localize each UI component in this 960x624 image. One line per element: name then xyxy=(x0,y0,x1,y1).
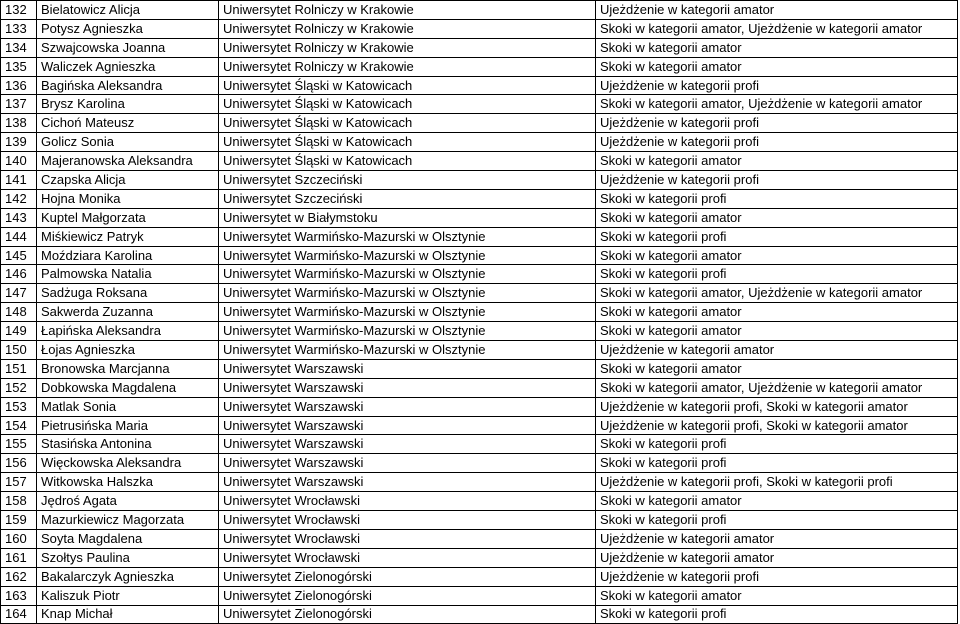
table-row xyxy=(1,416,958,435)
table-row xyxy=(1,511,958,530)
participant-name-cell: Potysz Agnieszka xyxy=(37,19,219,38)
university-cell: Uniwersytet Szczeciński xyxy=(219,189,596,208)
row-number-cell: 142 xyxy=(1,189,37,208)
participant-name-cell: Sakwerda Zuzanna xyxy=(37,303,219,322)
participant-name-cell: Brysz Karolina xyxy=(37,95,219,114)
categories-cell: Skoki w kategorii profi xyxy=(596,511,958,530)
row-number-cell: 162 xyxy=(1,567,37,586)
table-row xyxy=(1,19,958,38)
table-row xyxy=(1,38,958,57)
table-row xyxy=(1,435,958,454)
table-row xyxy=(1,492,958,511)
row-number-cell: 152 xyxy=(1,378,37,397)
university-cell: Uniwersytet Zielonogórski xyxy=(219,586,596,605)
table-row xyxy=(1,95,958,114)
university-cell: Uniwersytet Wrocławski xyxy=(219,492,596,511)
university-cell: Uniwersytet Warmińsko-Mazurski w Olsztynie xyxy=(219,322,596,341)
university-cell: Uniwersytet Rolniczy w Krakowie xyxy=(219,57,596,76)
table-row xyxy=(1,303,958,322)
row-number-cell: 137 xyxy=(1,95,37,114)
participant-name-cell: Sadżuga Roksana xyxy=(37,284,219,303)
table-row xyxy=(1,284,958,303)
categories-cell: Ujeżdżenie w kategorii profi xyxy=(596,171,958,190)
categories-cell: Skoki w kategorii amator xyxy=(596,359,958,378)
categories-cell: Skoki w kategorii profi xyxy=(596,265,958,284)
table-row xyxy=(1,1,958,20)
participant-name-cell: Dobkowska Magdalena xyxy=(37,378,219,397)
table-row xyxy=(1,133,958,152)
categories-cell: Skoki w kategorii amator xyxy=(596,246,958,265)
university-cell: Uniwersytet Warmińsko-Mazurski w Olsztynie xyxy=(219,227,596,246)
participant-name-cell: Bakalarczyk Agnieszka xyxy=(37,567,219,586)
categories-cell: Ujeżdżenie w kategorii amator xyxy=(596,548,958,567)
university-cell: Uniwersytet Warszawski xyxy=(219,416,596,435)
categories-cell: Skoki w kategorii profi xyxy=(596,227,958,246)
participant-name-cell: Kuptel Małgorzata xyxy=(37,208,219,227)
row-number-cell: 141 xyxy=(1,171,37,190)
categories-cell: Skoki w kategorii amator, Ujeżdżenie w kategorii amator xyxy=(596,378,958,397)
university-cell: Uniwersytet Warmińsko-Mazurski w Olsztynie xyxy=(219,284,596,303)
university-cell: Uniwersytet Śląski w Katowicach xyxy=(219,133,596,152)
participant-name-cell: Knap Michał xyxy=(37,605,219,624)
university-cell: Uniwersytet Śląski w Katowicach xyxy=(219,114,596,133)
university-cell: Uniwersytet Szczeciński xyxy=(219,171,596,190)
university-cell: Uniwersytet Warmińsko-Mazurski w Olsztynie xyxy=(219,341,596,360)
table-row xyxy=(1,208,958,227)
university-cell: Uniwersytet Warszawski xyxy=(219,454,596,473)
categories-cell: Skoki w kategorii amator, Ujeżdżenie w kategorii amator xyxy=(596,19,958,38)
university-cell: Uniwersytet Warszawski xyxy=(219,378,596,397)
table-row xyxy=(1,246,958,265)
participant-name-cell: Matlak Sonia xyxy=(37,397,219,416)
table-row xyxy=(1,454,958,473)
university-cell: Uniwersytet Warszawski xyxy=(219,397,596,416)
participant-name-cell: Hojna Monika xyxy=(37,189,219,208)
table-row xyxy=(1,586,958,605)
university-cell: Uniwersytet Warszawski xyxy=(219,359,596,378)
categories-cell: Skoki w kategorii amator xyxy=(596,38,958,57)
university-cell: Uniwersytet Śląski w Katowicach xyxy=(219,95,596,114)
participant-name-cell: Łojas Agnieszka xyxy=(37,341,219,360)
university-cell: Uniwersytet Wrocławski xyxy=(219,511,596,530)
participant-name-cell: Cichoń Mateusz xyxy=(37,114,219,133)
categories-cell: Skoki w kategorii amator xyxy=(596,303,958,322)
table-row xyxy=(1,529,958,548)
categories-cell: Skoki w kategorii amator xyxy=(596,322,958,341)
table-row xyxy=(1,341,958,360)
university-cell: Uniwersytet Rolniczy w Krakowie xyxy=(219,19,596,38)
university-cell: Uniwersytet Warszawski xyxy=(219,435,596,454)
participant-name-cell: Soyta Magdalena xyxy=(37,529,219,548)
table-row xyxy=(1,605,958,624)
row-number-cell: 156 xyxy=(1,454,37,473)
categories-cell: Skoki w kategorii amator xyxy=(596,586,958,605)
university-cell: Uniwersytet Warmińsko-Mazurski w Olsztynie xyxy=(219,246,596,265)
table-row xyxy=(1,189,958,208)
row-number-cell: 134 xyxy=(1,38,37,57)
row-number-cell: 147 xyxy=(1,284,37,303)
categories-cell: Ujeżdżenie w kategorii amator xyxy=(596,341,958,360)
categories-cell: Ujeżdżenie w kategorii profi, Skoki w kategorii profi xyxy=(596,473,958,492)
row-number-cell: 148 xyxy=(1,303,37,322)
table-row xyxy=(1,397,958,416)
categories-cell: Ujeżdżenie w kategorii profi, Skoki w kategorii amator xyxy=(596,416,958,435)
categories-cell: Ujeżdżenie w kategorii profi, Skoki w kategorii amator xyxy=(596,397,958,416)
categories-cell: Ujeżdżenie w kategorii amator xyxy=(596,1,958,20)
participant-name-cell: Bagińska Aleksandra xyxy=(37,76,219,95)
row-number-cell: 161 xyxy=(1,548,37,567)
participant-name-cell: Szwajcowska Joanna xyxy=(37,38,219,57)
row-number-cell: 135 xyxy=(1,57,37,76)
categories-cell: Skoki w kategorii amator, Ujeżdżenie w kategorii amator xyxy=(596,284,958,303)
categories-cell: Ujeżdżenie w kategorii profi xyxy=(596,567,958,586)
row-number-cell: 143 xyxy=(1,208,37,227)
table-row xyxy=(1,322,958,341)
row-number-cell: 158 xyxy=(1,492,37,511)
row-number-cell: 133 xyxy=(1,19,37,38)
categories-cell: Skoki w kategorii profi xyxy=(596,605,958,624)
university-cell: Uniwersytet Zielonogórski xyxy=(219,605,596,624)
table-row xyxy=(1,567,958,586)
categories-cell: Ujeżdżenie w kategorii profi xyxy=(596,114,958,133)
university-cell: Uniwersytet Warmińsko-Mazurski w Olsztynie xyxy=(219,265,596,284)
row-number-cell: 144 xyxy=(1,227,37,246)
row-number-cell: 151 xyxy=(1,359,37,378)
participant-name-cell: Kaliszuk Piotr xyxy=(37,586,219,605)
categories-cell: Skoki w kategorii profi xyxy=(596,435,958,454)
participant-name-cell: Miśkiewicz Patryk xyxy=(37,227,219,246)
university-cell: Uniwersytet Warszawski xyxy=(219,473,596,492)
university-cell: Uniwersytet w Białymstoku xyxy=(219,208,596,227)
participant-name-cell: Palmowska Natalia xyxy=(37,265,219,284)
categories-cell: Ujeżdżenie w kategorii profi xyxy=(596,76,958,95)
categories-cell: Skoki w kategorii amator xyxy=(596,492,958,511)
participant-name-cell: Moździara Karolina xyxy=(37,246,219,265)
categories-cell: Skoki w kategorii amator xyxy=(596,152,958,171)
table-row xyxy=(1,548,958,567)
table-row xyxy=(1,152,958,171)
participant-name-cell: Golicz Sonia xyxy=(37,133,219,152)
row-number-cell: 154 xyxy=(1,416,37,435)
university-cell: Uniwersytet Rolniczy w Krakowie xyxy=(219,1,596,20)
row-number-cell: 163 xyxy=(1,586,37,605)
table-row xyxy=(1,57,958,76)
row-number-cell: 160 xyxy=(1,529,37,548)
participant-name-cell: Witkowska Halszka xyxy=(37,473,219,492)
row-number-cell: 145 xyxy=(1,246,37,265)
participant-name-cell: Więckowska Aleksandra xyxy=(37,454,219,473)
row-number-cell: 155 xyxy=(1,435,37,454)
categories-cell: Skoki w kategorii amator xyxy=(596,57,958,76)
university-cell: Uniwersytet Rolniczy w Krakowie xyxy=(219,38,596,57)
categories-cell: Skoki w kategorii profi xyxy=(596,189,958,208)
university-cell: Uniwersytet Śląski w Katowicach xyxy=(219,152,596,171)
participant-name-cell: Bielatowicz Alicja xyxy=(37,1,219,20)
row-number-cell: 164 xyxy=(1,605,37,624)
university-cell: Uniwersytet Wrocławski xyxy=(219,529,596,548)
row-number-cell: 138 xyxy=(1,114,37,133)
table-row xyxy=(1,378,958,397)
categories-cell: Skoki w kategorii profi xyxy=(596,454,958,473)
participant-name-cell: Bronowska Marcjanna xyxy=(37,359,219,378)
table-row xyxy=(1,359,958,378)
table-row xyxy=(1,114,958,133)
university-cell: Uniwersytet Warmińsko-Mazurski w Olsztynie xyxy=(219,303,596,322)
table-row xyxy=(1,76,958,95)
row-number-cell: 149 xyxy=(1,322,37,341)
table-row xyxy=(1,171,958,190)
row-number-cell: 140 xyxy=(1,152,37,171)
participant-name-cell: Czapska Alicja xyxy=(37,171,219,190)
row-number-cell: 157 xyxy=(1,473,37,492)
row-number-cell: 132 xyxy=(1,1,37,20)
row-number-cell: 139 xyxy=(1,133,37,152)
row-number-cell: 146 xyxy=(1,265,37,284)
participant-name-cell: Stasińska Antonina xyxy=(37,435,219,454)
participant-name-cell: Majeranowska Aleksandra xyxy=(37,152,219,171)
participant-name-cell: Mazurkiewicz Magorzata xyxy=(37,511,219,530)
university-cell: Uniwersytet Zielonogórski xyxy=(219,567,596,586)
row-number-cell: 153 xyxy=(1,397,37,416)
participant-name-cell: Łapińska Aleksandra xyxy=(37,322,219,341)
participant-name-cell: Waliczek Agnieszka xyxy=(37,57,219,76)
table-row xyxy=(1,473,958,492)
categories-cell: Ujeżdżenie w kategorii amator xyxy=(596,529,958,548)
university-cell: Uniwersytet Śląski w Katowicach xyxy=(219,76,596,95)
categories-cell: Skoki w kategorii amator xyxy=(596,208,958,227)
participant-name-cell: Jędroś Agata xyxy=(37,492,219,511)
participant-name-cell: Pietrusińska Maria xyxy=(37,416,219,435)
participant-name-cell: Szołtys Paulina xyxy=(37,548,219,567)
categories-cell: Ujeżdżenie w kategorii profi xyxy=(596,133,958,152)
table-row xyxy=(1,227,958,246)
university-cell: Uniwersytet Wrocławski xyxy=(219,548,596,567)
table-row xyxy=(1,265,958,284)
participants-table-body xyxy=(1,1,958,624)
row-number-cell: 136 xyxy=(1,76,37,95)
row-number-cell: 150 xyxy=(1,341,37,360)
categories-cell: Skoki w kategorii amator, Ujeżdżenie w kategorii amator xyxy=(596,95,958,114)
row-number-cell: 159 xyxy=(1,511,37,530)
